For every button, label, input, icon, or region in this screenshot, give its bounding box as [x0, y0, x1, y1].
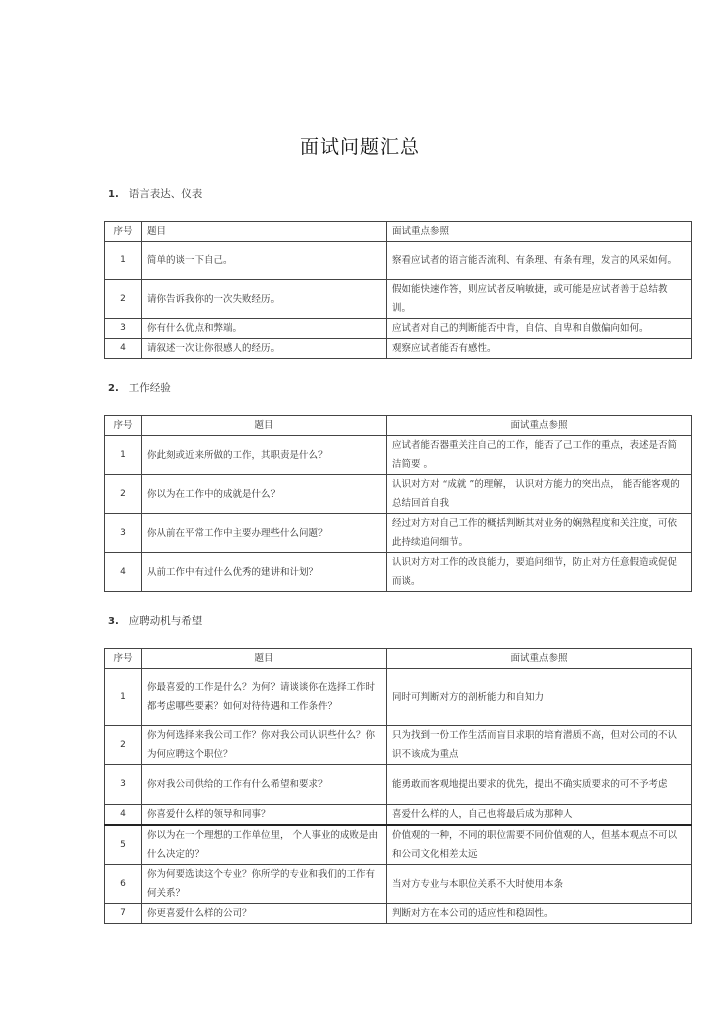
section-number: 3. [108, 616, 119, 627]
row-focus: 观察应试者能否有感性。 [387, 339, 692, 359]
row-question: 你为何要选读这个专业？你所学的专业和我们的工作有何关系？ [142, 865, 387, 904]
row-focus: 应试者能否器重关注自己的工作，能否了己工作的重点，表述是否简洁简要 。 [387, 436, 692, 475]
row-question: 请叙述一次让你很感人的经历。 [142, 339, 387, 359]
row-question: 你更喜爱什么样的公司？ [142, 904, 387, 924]
row-number: 3 [105, 319, 142, 339]
row-question: 你此刻或近来所做的工作，其职责是什么？ [142, 436, 387, 475]
section-title: 工作经验 [128, 382, 171, 394]
row-focus: 能勇敢而客观地提出要求的优先，提出不确实质要求的可不予考虑 [387, 765, 692, 805]
row-number: 2 [105, 280, 142, 319]
table-header-row [105, 416, 692, 436]
table-row [105, 805, 692, 826]
page-title: 面试问题汇总 [299, 136, 420, 158]
section-number: 2. [108, 383, 119, 394]
row-focus: 当对方专业与本职位关系不大时使用本条 [387, 865, 692, 904]
row-focus: 只为找到一份工作生活而盲目求职的培育潜质不高，但对公司的不认识不该成为重点 [387, 726, 692, 765]
row-number: 6 [105, 865, 142, 904]
table-row [105, 865, 692, 904]
row-focus: 察看应试者的语言能否流利、有条理、有条有理，发言的风采如何。 [387, 242, 692, 280]
row-question: 简单的谈一下自己。 [142, 242, 387, 280]
row-question: 你喜爱什么样的领导和同事？ [142, 805, 387, 826]
table-language-appearance [104, 221, 692, 359]
table-row [105, 825, 692, 865]
header-question: 题目 [142, 416, 387, 436]
row-number: 1 [105, 436, 142, 475]
row-number: 4 [105, 553, 142, 592]
section-heading-1 [108, 186, 202, 201]
row-question: 你有什么优点和弊端。 [142, 319, 387, 339]
row-number: 4 [105, 805, 142, 826]
row-question: 你从前在平常工作中主要办理些什么问题？ [142, 514, 387, 553]
row-focus: 判断对方在本公司的适应性和稳固性。 [387, 904, 692, 924]
row-focus: 应试者对自己的判断能否中肯，自信、自卑和自傲偏向如何。 [387, 319, 692, 339]
header-no: 序号 [105, 649, 142, 669]
table-row [105, 553, 692, 592]
table-row [105, 475, 692, 514]
row-number: 5 [105, 825, 142, 865]
row-question: 你以为在一个理想的工作单位里， 个人事业的成败是由什么决定的？ [142, 825, 387, 865]
header-focus: 面试重点参照 [387, 416, 692, 436]
section-title: 应聘动机与希望 [128, 615, 203, 627]
table-row [105, 280, 692, 319]
row-focus: 同时可判断对方的剖析能力和自知力 [387, 669, 692, 726]
section-title: 语言表达、仪表 [128, 188, 203, 200]
table-row [105, 339, 692, 359]
row-number: 2 [105, 475, 142, 514]
row-question: 你为何选择来我公司工作？你对我公司认识些什么？你为何应聘这个职位？ [142, 726, 387, 765]
header-focus: 面试重点参照 [387, 649, 692, 669]
row-focus: 价值观的一种，不同的职位需要不同价值观的人，但基本观点不可以和公司文化相差太远 [387, 825, 692, 865]
row-number: 4 [105, 339, 142, 359]
table-row [105, 242, 692, 280]
table-row [105, 726, 692, 765]
section-heading-2 [108, 380, 171, 395]
table-row [105, 904, 692, 924]
row-number: 7 [105, 904, 142, 924]
row-number: 2 [105, 726, 142, 765]
table-row [105, 436, 692, 475]
table-header-row [105, 222, 692, 242]
row-focus: 经过对方对自己工作的概括判断其对业务的娴熟程度和关注度，可依此持续追问细节。 [387, 514, 692, 553]
header-no: 序号 [105, 416, 142, 436]
row-focus: 假如能快速作答，则应试者反响敏捷，或可能是应试者善于总结教训。 [387, 280, 692, 319]
table-work-experience [104, 415, 692, 592]
row-focus: 认识对方对工作的改良能力，要追问细节，防止对方任意假造或促促而谈。 [387, 553, 692, 592]
header-focus: 面试重点参照 [387, 222, 692, 242]
row-number: 1 [105, 242, 142, 280]
section-heading-3 [108, 613, 202, 628]
row-focus: 喜爱什么样的人，自己也将最后成为那种人 [387, 805, 692, 826]
table-row [105, 669, 692, 726]
table-motivation-expectation [104, 648, 692, 924]
row-number: 3 [105, 514, 142, 553]
row-number: 3 [105, 765, 142, 805]
table-row [105, 765, 692, 805]
row-question: 从前工作中有过什么优秀的建讲和计划？ [142, 553, 387, 592]
section-number: 1. [108, 189, 119, 200]
row-question: 你对我公司供给的工作有什么希望和要求？ [142, 765, 387, 805]
row-question: 你以为在工作中的成就是什么？ [142, 475, 387, 514]
table-row [105, 319, 692, 339]
header-question: 题目 [142, 222, 387, 242]
row-question: 请你告诉我你的一次失败经历。 [142, 280, 387, 319]
header-no: 序号 [105, 222, 142, 242]
row-number: 1 [105, 669, 142, 726]
row-question: 你最喜爱的工作是什么？为何？请谈谈你在选择工作时都考虑哪些要素？如何对待待遇和工作条件？ [142, 669, 387, 726]
header-question: 题目 [142, 649, 387, 669]
table-header-row [105, 649, 692, 669]
table-row [105, 514, 692, 553]
row-focus: 认识对方对 “成就 ”的理解， 认识对方能力的突出点， 能否能客观的总结回首自我 [387, 475, 692, 514]
